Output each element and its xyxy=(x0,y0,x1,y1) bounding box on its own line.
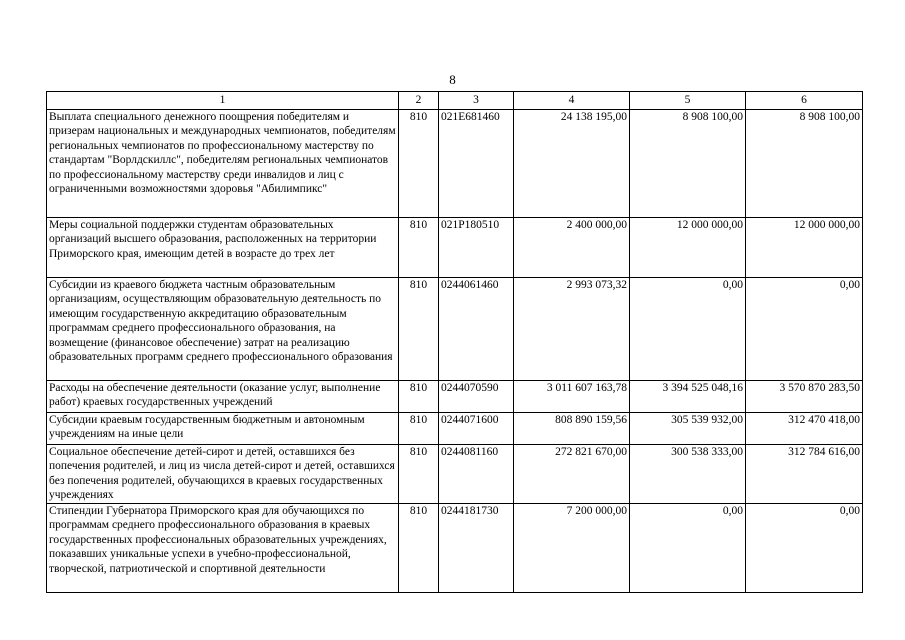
column-header: 3 xyxy=(439,92,514,110)
expense-name: Субсидии краевым государственным бюджетным и автономным учреждениям на иные цели xyxy=(47,413,399,445)
expense-name: Расходы на обеспечение деятельности (оказание услуг, выполнение работ) краевых государственных учреждений xyxy=(47,381,399,413)
amount-col-4: 2 400 000,00 xyxy=(514,218,630,278)
expense-name: Социальное обеспечение детей-сирот и детей, оставшихся без попечения родителей, и лиц из числа детей-сирот и детей, оставшихся без попечения родителей, обучающихся в краевых государственных учреждениях xyxy=(47,445,399,504)
amount-col-5: 3 394 525 048,16 xyxy=(630,381,746,413)
target-article-code: 021Р180510 xyxy=(439,218,514,278)
column-header: 1 xyxy=(47,92,399,110)
amount-col-4: 2 993 073,32 xyxy=(514,278,630,381)
expense-name: Выплата специального денежного поощрения победителям и призерам национальных и международных чемпионатов, победителям региональных чемпионатов по профессиональному мастерству по стандартам "Ворлдскиллс", победителям региональных чемпионатов по профессиональному мастерству среди инвалидов и лиц с ограниченными возможностями здоровья "Абилимпикс" xyxy=(47,110,399,218)
table-row xyxy=(47,218,863,278)
table-row xyxy=(47,413,863,445)
amount-col-6: 0,00 xyxy=(746,504,863,593)
amount-col-6: 8 908 100,00 xyxy=(746,110,863,218)
page-number: 8 xyxy=(449,72,456,87)
budget-table xyxy=(46,91,863,593)
amount-col-4: 24 138 195,00 xyxy=(514,110,630,218)
amount-col-6: 0,00 xyxy=(746,278,863,381)
amount-col-4: 808 890 159,56 xyxy=(514,413,630,445)
table-row xyxy=(47,110,863,218)
department-code: 810 xyxy=(399,381,439,413)
column-header: 2 xyxy=(399,92,439,110)
amount-col-6: 312 784 616,00 xyxy=(746,445,863,504)
expense-name: Стипендии Губернатора Приморского края для обучающихся по программам среднего профессионального образования в краевых государственных профессиональных образовательных учреждениях, показавших уникальные успехи в учебно-профессиональной, творческой, патриотической и спортивной деятельности xyxy=(47,504,399,593)
department-code: 810 xyxy=(399,278,439,381)
amount-col-6: 3 570 870 283,50 xyxy=(746,381,863,413)
amount-col-5: 0,00 xyxy=(630,504,746,593)
amount-col-4: 3 011 607 163,78 xyxy=(514,381,630,413)
amount-col-5: 305 539 932,00 xyxy=(630,413,746,445)
target-article-code: 021Е681460 xyxy=(439,110,514,218)
column-header: 5 xyxy=(630,92,746,110)
amount-col-6: 312 470 418,00 xyxy=(746,413,863,445)
amount-col-4: 7 200 000,00 xyxy=(514,504,630,593)
target-article-code: 0244081160 xyxy=(439,445,514,504)
table-row xyxy=(47,445,863,504)
amount-col-5: 0,00 xyxy=(630,278,746,381)
target-article-code: 0244181730 xyxy=(439,504,514,593)
table-row xyxy=(47,504,863,593)
column-header: 6 xyxy=(746,92,863,110)
table-header-row xyxy=(47,92,863,110)
department-code: 810 xyxy=(399,110,439,218)
target-article-code: 0244061460 xyxy=(439,278,514,381)
table-row xyxy=(47,381,863,413)
amount-col-5: 8 908 100,00 xyxy=(630,110,746,218)
department-code: 810 xyxy=(399,413,439,445)
target-article-code: 0244070590 xyxy=(439,381,514,413)
amount-col-5: 300 538 333,00 xyxy=(630,445,746,504)
department-code: 810 xyxy=(399,504,439,593)
expense-name: Меры социальной поддержки студентам образовательных организаций высшего образования, расположенных на территории Приморского края, имеющим детей в возрасте до трех лет xyxy=(47,218,399,278)
expense-name: Субсидии из краевого бюджета частным образовательным организациям, осуществляющим образовательную деятельность по имеющим государственную аккредитацию образовательным программам среднего профессионального образования, на возмещение (финансовое обеспечение) затрат на реализацию образовательных программ среднего профессионального образования xyxy=(47,278,399,381)
column-header: 4 xyxy=(514,92,630,110)
department-code: 810 xyxy=(399,445,439,504)
amount-col-5: 12 000 000,00 xyxy=(630,218,746,278)
department-code: 810 xyxy=(399,218,439,278)
table-row xyxy=(47,278,863,381)
amount-col-6: 12 000 000,00 xyxy=(746,218,863,278)
amount-col-4: 272 821 670,00 xyxy=(514,445,630,504)
target-article-code: 0244071600 xyxy=(439,413,514,445)
